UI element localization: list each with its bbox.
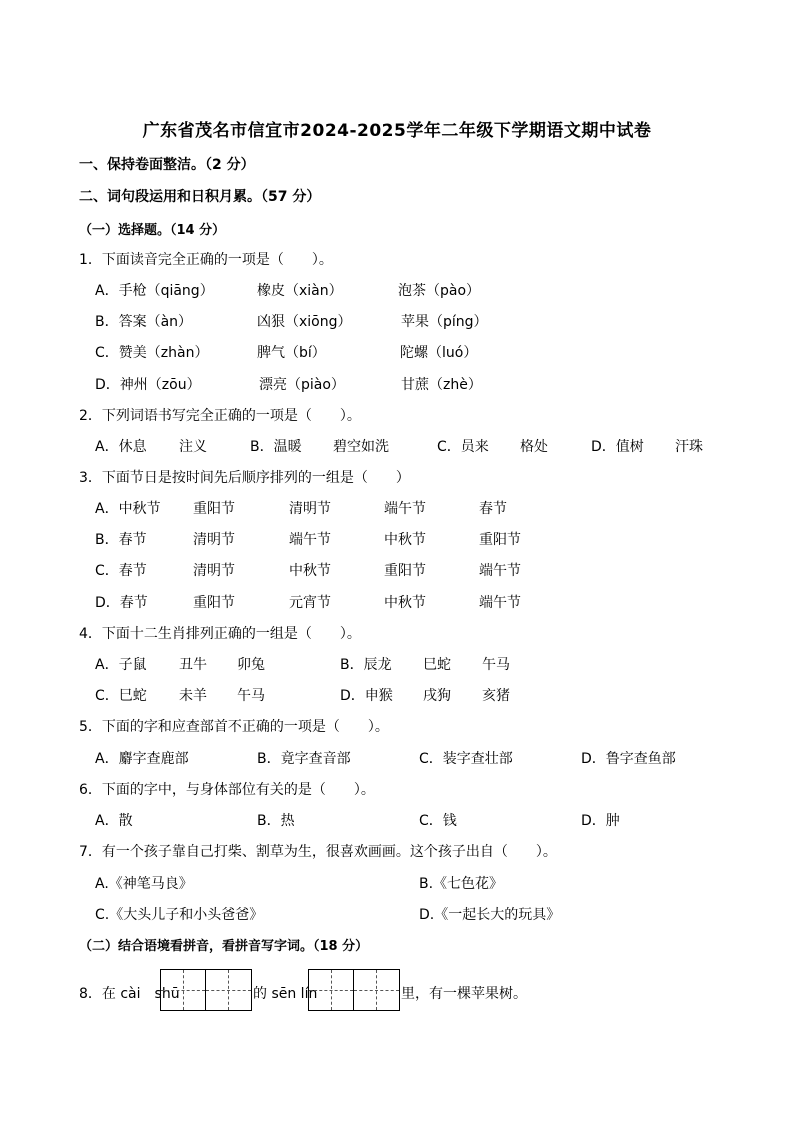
- q1-option: 脾气（bí）: [257, 345, 326, 361]
- q7-option: C.《大头儿子和小头爸爸》: [95, 907, 264, 923]
- page-title: 广东省茂名市信宜市2024-2025学年二年级下学期语文期中试卷: [142, 121, 652, 141]
- q1-option: B．答案（àn）: [95, 314, 193, 330]
- q6-option: D．肿: [581, 813, 620, 829]
- q3-option: C．春节: [95, 563, 147, 579]
- subsection-heading-1: （一）选择题。（14 分）: [79, 223, 226, 238]
- q3-option: 清明节: [289, 501, 331, 517]
- q1-option: 甘蔗（zhè）: [401, 377, 482, 393]
- q5-option: A．麝字查鹿部: [95, 751, 189, 767]
- answer-cell[interactable]: [161, 970, 206, 1010]
- q3-option: 春节: [479, 501, 507, 517]
- question-1-stem: 1．下面读音完全正确的一项是（ ）。: [79, 252, 333, 268]
- q3-option: 清明节: [193, 563, 235, 579]
- q3-option: 中秋节: [384, 532, 426, 548]
- q3-option: 清明节: [193, 532, 235, 548]
- question-6-stem: 6．下面的字中，与身体部位有关的是（ ）。: [79, 782, 375, 798]
- q1-option: 苹果（píng）: [401, 314, 488, 330]
- q6-option: C．钱: [419, 813, 457, 829]
- question-4-stem: 4．下面十二生肖排列正确的一组是（ ）。: [79, 626, 361, 642]
- q2-option: A．休息: [95, 439, 147, 455]
- q2-option: C．员来: [437, 439, 489, 455]
- q4-option: 戌狗: [423, 688, 451, 704]
- question-8-middle: 的 sēn lín: [253, 986, 318, 1002]
- question-2-stem: 2．下列词语书写完全正确的一项是（ ）。: [79, 408, 361, 424]
- question-8-prefix: 8．在 cài shū: [79, 986, 180, 1002]
- q1-option: 凶狠（xiōng）: [257, 314, 352, 330]
- q4-option: C．巳蛇: [95, 688, 147, 704]
- q3-option: 端午节: [479, 563, 521, 579]
- q4-option: D．申猴: [340, 688, 393, 704]
- q4-option: 卯兔: [237, 657, 265, 673]
- q2-option: B．温暖: [250, 439, 302, 455]
- q6-option: A．散: [95, 813, 133, 829]
- q3-option: D．春节: [95, 595, 148, 611]
- q2-option: D．值树: [591, 439, 644, 455]
- question-3-stem: 3．下面节日是按时间先后顺序排列的一组是（ ）: [79, 470, 410, 486]
- q4-option: 未羊: [179, 688, 207, 704]
- q3-option: A．中秋节: [95, 501, 161, 517]
- q3-option: 元宵节: [289, 595, 331, 611]
- q1-option: 橡皮（xiàn）: [257, 283, 343, 299]
- answer-grid-2[interactable]: [308, 969, 400, 1011]
- q3-option: B．春节: [95, 532, 147, 548]
- section-heading-1: 一、保持卷面整洁。（2 分）: [79, 157, 255, 173]
- answer-cell[interactable]: [206, 970, 251, 1010]
- section-heading-2: 二、词句段运用和日积月累。（57 分）: [79, 189, 321, 205]
- answer-cell[interactable]: [309, 970, 354, 1010]
- q4-option: 丑牛: [179, 657, 207, 673]
- q7-option: A.《神笔马良》: [95, 876, 193, 892]
- q4-option: 亥猪: [482, 688, 510, 704]
- answer-grid-1[interactable]: [160, 969, 252, 1011]
- q5-option: D．鲁字查鱼部: [581, 751, 676, 767]
- q3-option: 中秋节: [289, 563, 331, 579]
- q4-option: B．辰龙: [340, 657, 392, 673]
- question-8-suffix: 里，有一棵苹果树。: [401, 986, 527, 1002]
- q4-option: 巳蛇: [423, 657, 451, 673]
- question-5-stem: 5．下面的字和应查部首不正确的一项是（ ）。: [79, 719, 389, 735]
- q6-option: B．热: [257, 813, 295, 829]
- q7-option: B.《七色花》: [419, 876, 504, 892]
- answer-cell[interactable]: [354, 970, 399, 1010]
- q3-option: 端午节: [289, 532, 331, 548]
- q5-option: C．装字查壮部: [419, 751, 513, 767]
- q7-option: D.《一起长大的玩具》: [419, 907, 561, 923]
- q1-option: 泡茶（pào）: [398, 283, 481, 299]
- q1-option: 漂亮（piào）: [259, 377, 345, 393]
- q4-option: A．子鼠: [95, 657, 147, 673]
- q3-option: 重阳节: [193, 595, 235, 611]
- q2-option: 碧空如洗: [333, 439, 389, 455]
- q1-option: D．神州（zōu）: [95, 377, 201, 393]
- q3-option: 重阳节: [479, 532, 521, 548]
- q3-option: 端午节: [479, 595, 521, 611]
- q1-option: A．手枪（qiāng）: [95, 283, 214, 299]
- q5-option: B．竟字查音部: [257, 751, 351, 767]
- subsection-heading-2: （二）结合语境看拼音，看拼音写字词。（18 分）: [79, 939, 369, 954]
- q3-option: 中秋节: [384, 595, 426, 611]
- q3-option: 重阳节: [384, 563, 426, 579]
- q3-option: 端午节: [384, 501, 426, 517]
- q3-option: 重阳节: [193, 501, 235, 517]
- q4-option: 午马: [237, 688, 265, 704]
- q1-option: 陀螺（luó）: [400, 345, 478, 361]
- q4-option: 午马: [482, 657, 510, 673]
- q2-option: 注义: [179, 439, 207, 455]
- q2-option: 格处: [520, 439, 548, 455]
- q1-option: C．赞美（zhàn）: [95, 345, 209, 361]
- q2-option: 汗珠: [675, 439, 703, 455]
- question-7-stem: 7．有一个孩子靠自己打柴、割草为生，很喜欢画画。这个孩子出自（ ）。: [79, 844, 557, 860]
